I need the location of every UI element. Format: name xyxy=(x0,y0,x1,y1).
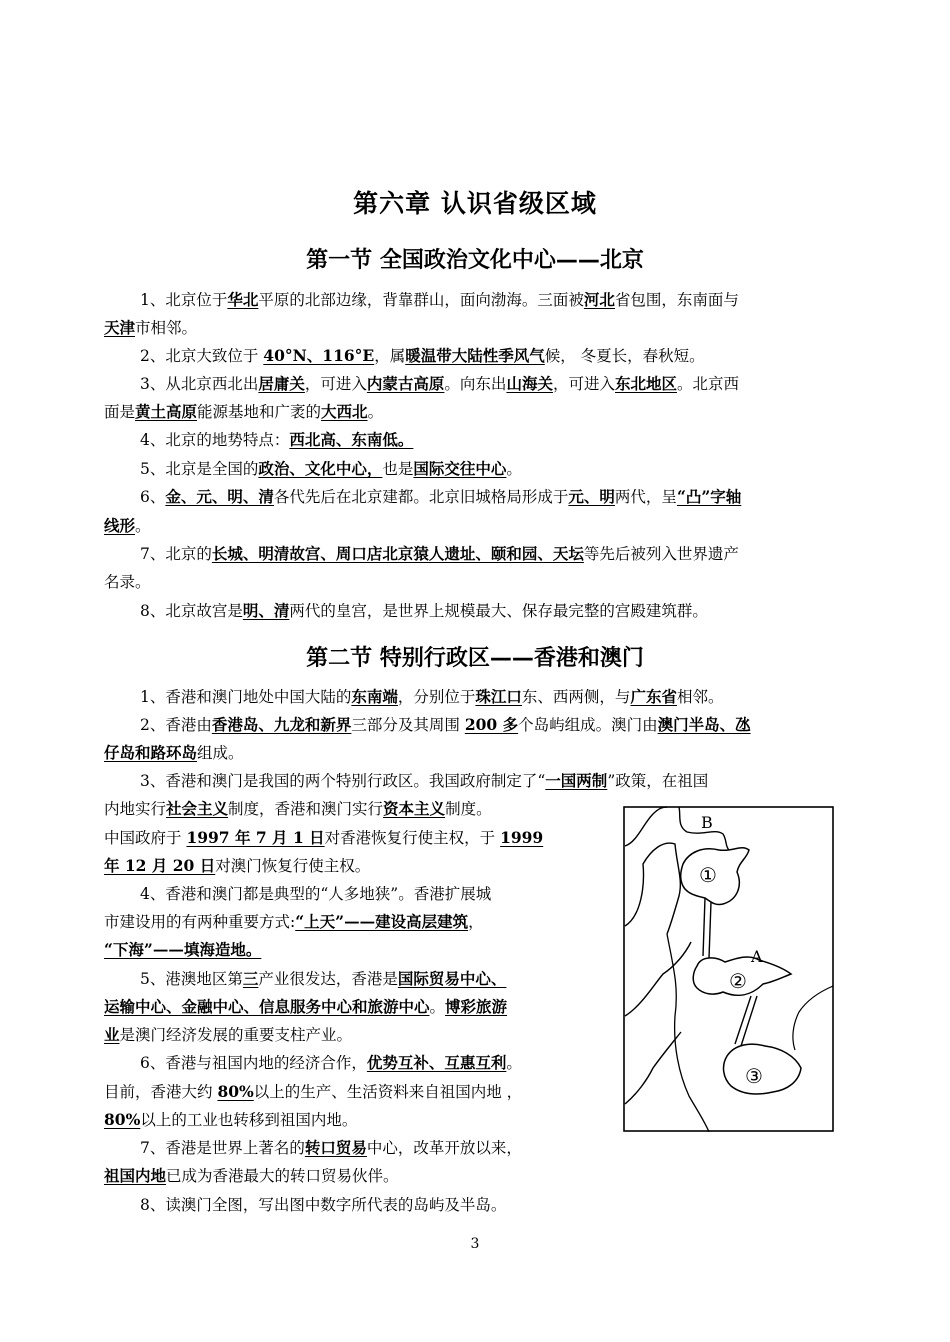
paragraph-line: “下海”——填海造地。 xyxy=(104,940,262,959)
paragraph-line: 4、香港和澳门都是典型的“人多地狭”。香港扩展城 xyxy=(140,885,492,903)
paragraph-line: 6、香港与祖国内地的经济合作，优势互补、互惠互利。 xyxy=(140,1053,522,1072)
coastline xyxy=(625,843,680,934)
paragraph-line: 8、北京故宫是明、清两代的皇宫，是世界上规模最大、保存最完整的宫殿建筑群。 xyxy=(140,601,708,620)
paragraph-line: 2、香港由香港岛、九龙和新界三部分及其周围 200 多个岛屿组成。澳门由澳门半岛、氹 xyxy=(140,715,751,734)
paragraph-line: 市建设用的有两种重要方式:“上天”——建设高层建筑， xyxy=(104,912,484,931)
paragraph-line: 线形。 xyxy=(104,516,151,535)
coastline xyxy=(625,942,691,1016)
paragraph-line: 名录。 xyxy=(104,573,151,591)
paragraph-line: 目前，香港大约 80%以上的生产、生活资料来自祖国内地 ， xyxy=(104,1082,523,1101)
map-number-1: ① xyxy=(699,863,717,887)
chapter-title: 第六章 认识省级区域 xyxy=(353,189,597,218)
paragraph-line: 5、港澳地区第三产业很发达，香港是国际贸易中心、 xyxy=(140,969,507,988)
paragraph-line: 7、香港是世界上著名的转口贸易中心，改革开放以来， xyxy=(140,1138,522,1157)
river-line xyxy=(667,934,709,1132)
paragraph-line: 4、北京的地势特点：西北高、东南低。 xyxy=(140,430,414,449)
macau-map xyxy=(623,806,834,1132)
paragraph-line: 5、北京是全国的政治、文化中心，也是国际交往中心。 xyxy=(140,459,522,478)
causeway xyxy=(709,902,711,958)
map-number-3: ③ xyxy=(745,1064,763,1088)
causeway xyxy=(703,898,705,956)
paragraph-line: 80%以上的工业也转移到祖国内地。 xyxy=(104,1110,358,1129)
paragraph-line: 3、香港和澳门是我国的两个特别行政区。我国政府制定了“一国两制”政策，在祖国 xyxy=(140,771,709,790)
paragraph-line: 8、读澳门全图，写出图中数字所代表的岛屿及半岛。 xyxy=(140,1196,507,1214)
paragraph-line: 仔岛和路环岛组成。 xyxy=(104,743,244,762)
coastline xyxy=(625,807,667,846)
paragraph-line: 天津市相邻。 xyxy=(104,318,198,337)
paragraph-line: 3、从北京西北出居庸关，可进入内蒙古高原。向东出山海关，可进入东北地区。北京西 xyxy=(140,374,739,393)
paragraph-line: 面是黄土高原能源基地和广袤的大西北。 xyxy=(104,402,384,421)
paragraph-line: 6、金、元、明、清各代先后在北京建都。北京旧城格局形成于元、明两代，呈“凸”字轴 xyxy=(140,487,742,506)
section-title: 第一节 全国政治文化中心——北京 xyxy=(306,248,644,273)
paragraph-line: 中国政府于 1997 年 7 月 1 日对香港恢复行使主权，于 1999 xyxy=(104,828,544,847)
paragraph-line: 内地实行社会主义制度，香港和澳门实行资本主义制度。 xyxy=(104,799,492,818)
page-number: 3 xyxy=(470,1236,480,1252)
paragraph-line: 业是澳门经济发展的重要支柱产业。 xyxy=(104,1025,353,1044)
coastline xyxy=(625,1032,681,1104)
paragraph-line: 1、香港和澳门地处中国大陆的东南端，分别位于珠江口东、西两侧，与广东省相邻。 xyxy=(140,687,724,706)
map-number-2: ② xyxy=(729,969,747,993)
paragraph-line: 运输中心、金融中心、信息服务中心和旅游中心。博彩旅游 xyxy=(104,997,508,1016)
paragraph-line: 2、北京大致位于 40°N、116°E，属暖温带大陆性季风气候， 冬夏长，春秋短。 xyxy=(140,346,705,365)
paragraph-line: 7、北京的长城、明清故宫、周口店北京猿人遗址、颐和园、天坛等先后被列入世界遗产 xyxy=(140,544,739,563)
map-label-a: A xyxy=(751,947,763,966)
paragraph-line: 年 12 月 20 日对澳门恢复行使主权。 xyxy=(104,856,371,875)
coastline xyxy=(793,986,833,1050)
map-label-b: B xyxy=(701,813,713,832)
paragraph-line: 1、北京位于华北平原的北部边缘，背靠群山，面向渤海。三面被河北省包围，东南面与 xyxy=(140,290,739,309)
paragraph-line: 祖国内地已成为香港最大的转口贸易伙伴。 xyxy=(104,1166,399,1185)
section-title: 第二节 特别行政区——香港和澳门 xyxy=(306,646,644,671)
